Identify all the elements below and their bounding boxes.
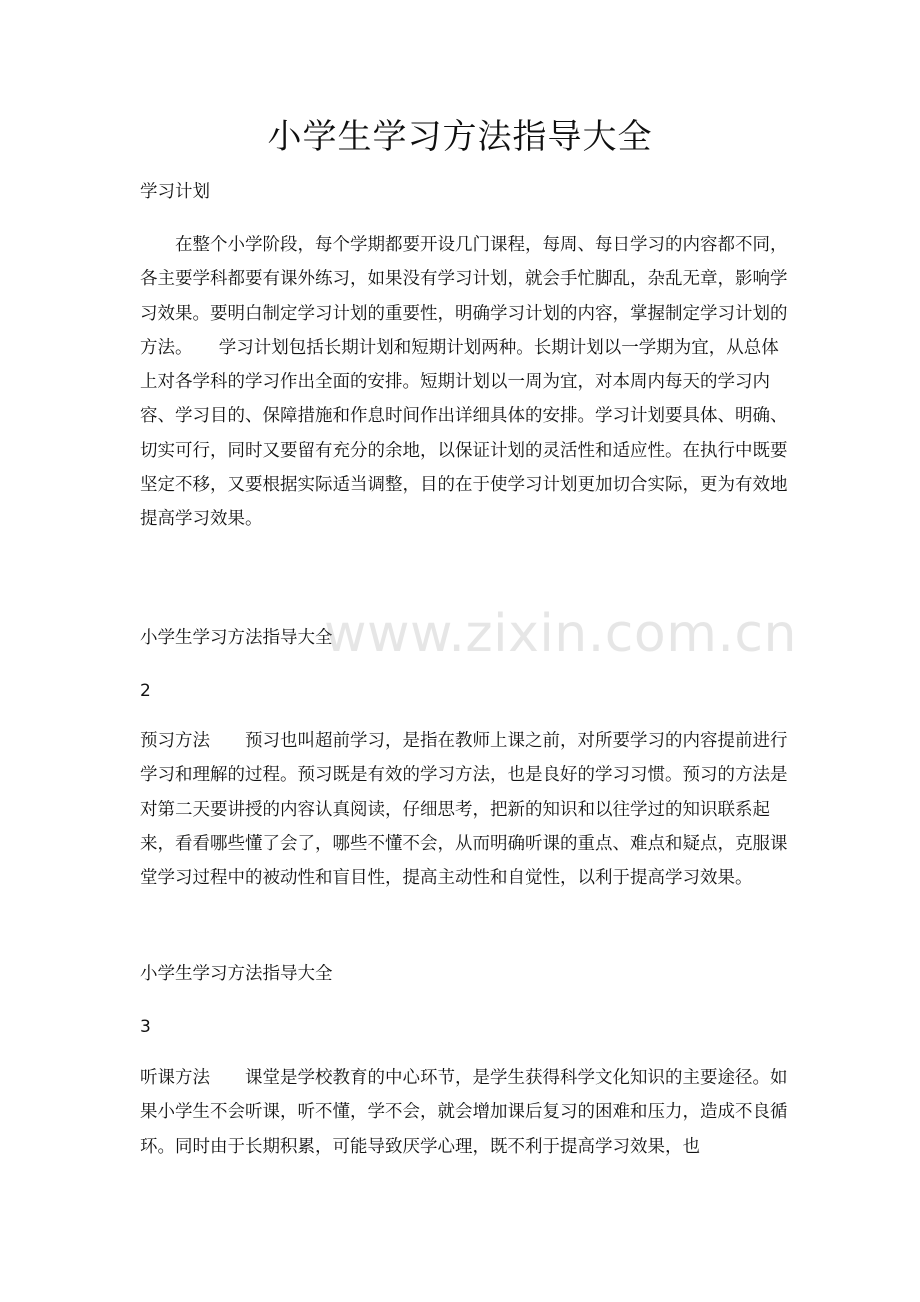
listening-method-paragraph: 听课方法 课堂是学校教育的中心环节，是学生获得科学文化知识的主要途径。如果小学生不会听课，听不懂，学不会，就会增加课后复习的困难和压力，造成不良循环。同时由于长期积累，可能导致厌学心理，既不利于提高学习效果，也 [140,1068,788,1157]
section-heading-study-plan: 学习计划 [140,182,210,202]
running-title-3: 小学生学习方法指导大全 [140,964,333,984]
page-number-2: 2 [140,681,151,701]
study-plan-paragraph: 在整个小学阶段，每个学期都要开设几门课程，每周、每日学习的内容都不同，各主要学科都要有课外练习，如果没有学习计划，就会手忙脚乱，杂乱无章，影响学习效果。要明白制定学习计划的重要性，明确学习计划的内容，掌握制定学习计划的方法。 学习计划包括长期计划和短期计划两种。长期计划以一学期为宜，从总体上对各学科的学习作出全面的安排。短期计划以一周为宜，对本周内每天的学习内容、学习目的、保障措施和作息时间作出详细具体的安排。学习计划要具体、明确、切实可行，同时又要留有充分的余地，以保证计划的灵活性和适应性。在执行中既要坚定不移，又要根据实际适当调整，目的在于使学习计划更加切合实际，更为有效地提高学习效果。 [140,235,788,530]
preview-method-paragraph: 预习方法 预习也叫超前学习，是指在教师上课之前，对所要学习的内容提前进行学习和理解的过程。预习既是有效的学习方法，也是良好的学习习惯。预习的方法是对第二天要讲授的内容认真阅读，仔细思考，把新的知识和以往学过的知识联系起来，看看哪些懂了会了，哪些不懂不会，从而明确听课的重点、难点和疑点，克服课堂学习过程中的被动性和盲目性，提高主动性和自觉性，以利于提高学习效果。 [140,731,788,889]
page-number-3: 3 [140,1017,151,1037]
document-title: 小学生学习方法指导大全 [267,117,653,157]
watermark: www.zixin.com.cn [324,604,797,664]
running-title-2: 小学生学习方法指导大全 [140,628,333,648]
